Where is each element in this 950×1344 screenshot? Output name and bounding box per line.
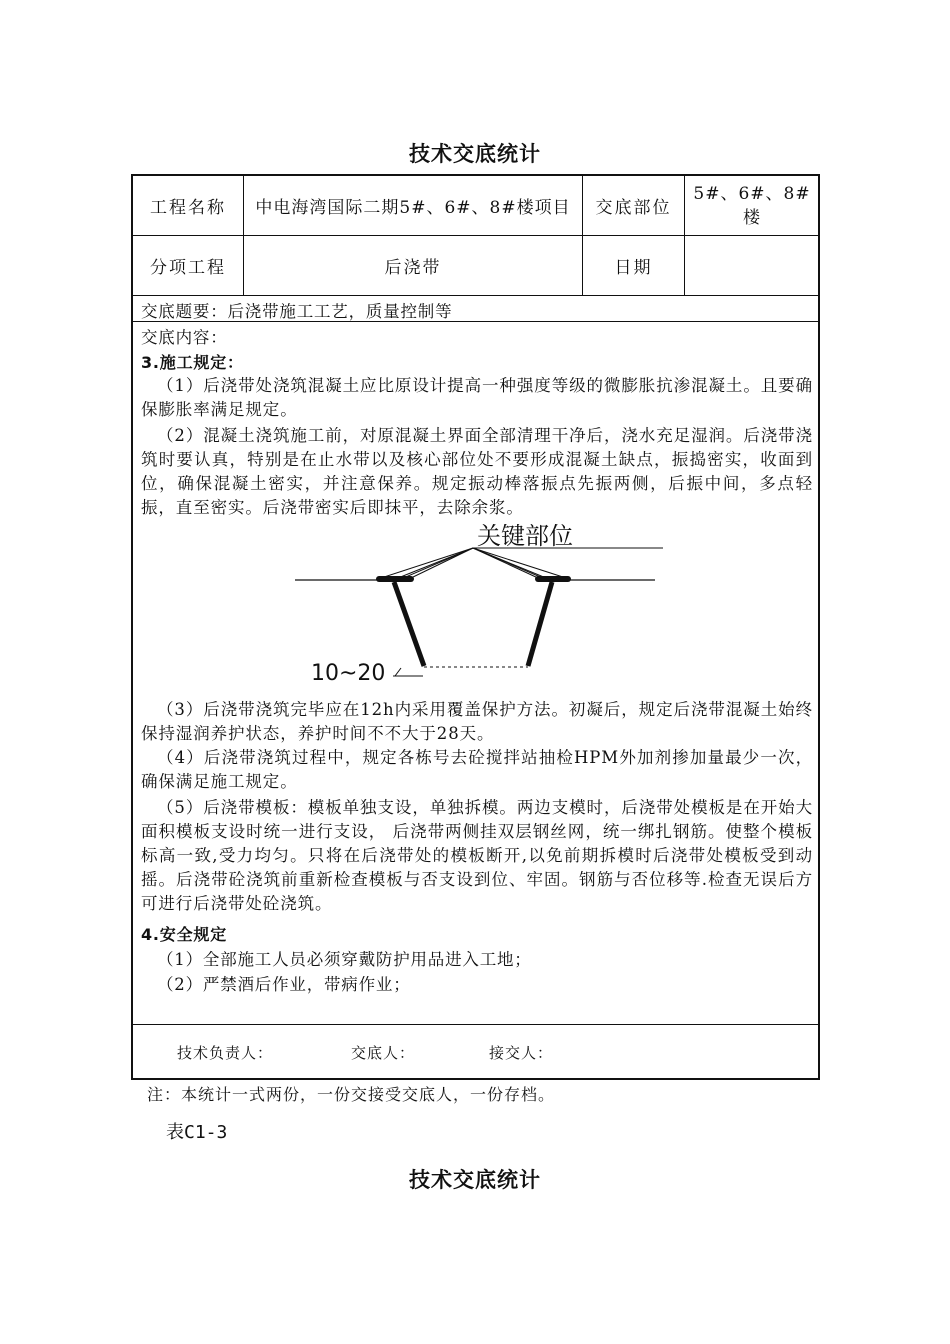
construction-item: （3）后浇带浇筑完毕应在12h内采用覆盖保护方法。初凝后，规定后浇带混凝土始终保持湿润养护状态，养护时间不不大于28天。 bbox=[141, 700, 813, 743]
subproject-label: 分项工程 bbox=[150, 258, 226, 278]
post-pour-strip-diagram bbox=[283, 524, 663, 686]
leader-line bbox=[393, 548, 473, 580]
construction-item: （1）后浇带处浇筑混凝土应比原设计提高一种强度等级的微膨胀抗渗混凝土。且要确保膨胀率满足规定。 bbox=[141, 376, 813, 419]
project-label: 工程名称 bbox=[150, 198, 226, 218]
construction-item: （4）后浇带浇筑过程中，规定各栋号去砼搅拌站抽检HPM外加剂掺加量最少一次，确保满足施工规定。 bbox=[141, 748, 813, 791]
key-zone-label: 关键部位 bbox=[477, 524, 573, 550]
table-label: 表C1-3 bbox=[166, 1122, 228, 1143]
next-page-title: 技术交底统计 bbox=[409, 1168, 541, 1192]
content-label: 交底内容： bbox=[141, 328, 228, 347]
project-value: 中电海湾国际二期5#、6#、8#楼项目 bbox=[255, 198, 571, 218]
part-value: 5#、6#、8#楼 bbox=[693, 184, 811, 228]
subproject-value: 后浇带 bbox=[384, 258, 442, 278]
safety-item: （2）严禁酒后作业，带病作业； bbox=[157, 975, 411, 994]
dimension-tick bbox=[395, 668, 401, 676]
dimension-label: 10~20 bbox=[311, 661, 386, 686]
construction-item: （2）混凝土浇筑施工前，对原混凝土界面全部清理干净后，浇水充足湿润。后浇带浇筑时要认真，特别是在止水带以及核心部位处不要形成混凝土缺点，振捣密实，收面到位，确保混凝土密实，并注意保养。规定振动棒落振点先振两侧，后振中间，多点轻振，直至密实。后浇带密实后即抹平，去除余浆。 bbox=[141, 426, 813, 517]
section-3-heading: 3.施工规定： bbox=[141, 353, 244, 372]
footnote: 注：本统计一式两份，一份交接受交底人，一份存档。 bbox=[147, 1085, 556, 1104]
leader-line bbox=[381, 548, 473, 578]
divider bbox=[133, 295, 818, 296]
leader-line bbox=[473, 548, 551, 580]
page-title: 技术交底统计 bbox=[409, 142, 541, 166]
leader-line bbox=[473, 548, 566, 578]
receiver-signature-label: 接交人： bbox=[489, 1044, 554, 1062]
divider bbox=[133, 1024, 818, 1025]
tech-lead-signature-label: 技术负责人： bbox=[177, 1044, 274, 1062]
summary-text: 交底题要：后浇带施工工艺，质量控制等 bbox=[141, 302, 453, 321]
leader-line bbox=[411, 548, 473, 578]
safety-item: （1）全部施工人员必须穿戴防护用品进入工地； bbox=[157, 950, 532, 969]
section-4-heading: 4.安全规定 bbox=[141, 925, 228, 944]
construction-item: （5）后浇带模板：模板单独支设，单独拆模。两边支模时，后浇带处模板是在开始大面积模板支设时统一进行支设， 后浇带两侧挂双层钢丝网，统一绑扎钢筋。使整个模板标高一致,受力均匀。只将在后浇带处的模板断开,以免前期拆模时后浇带处模板受到动摇。后浇带砼浇筑前重新检查模板与否支设到位、牢固。钢筋与否位移等.检查无误后方可进行后浇带处砼浇筑。 bbox=[141, 798, 813, 913]
part-label: 交底部位 bbox=[595, 198, 672, 218]
date-label: 日期 bbox=[614, 258, 653, 278]
date-value bbox=[685, 236, 820, 295]
disclosure-form bbox=[131, 174, 820, 1080]
discloser-signature-label: 交底人： bbox=[351, 1044, 416, 1062]
